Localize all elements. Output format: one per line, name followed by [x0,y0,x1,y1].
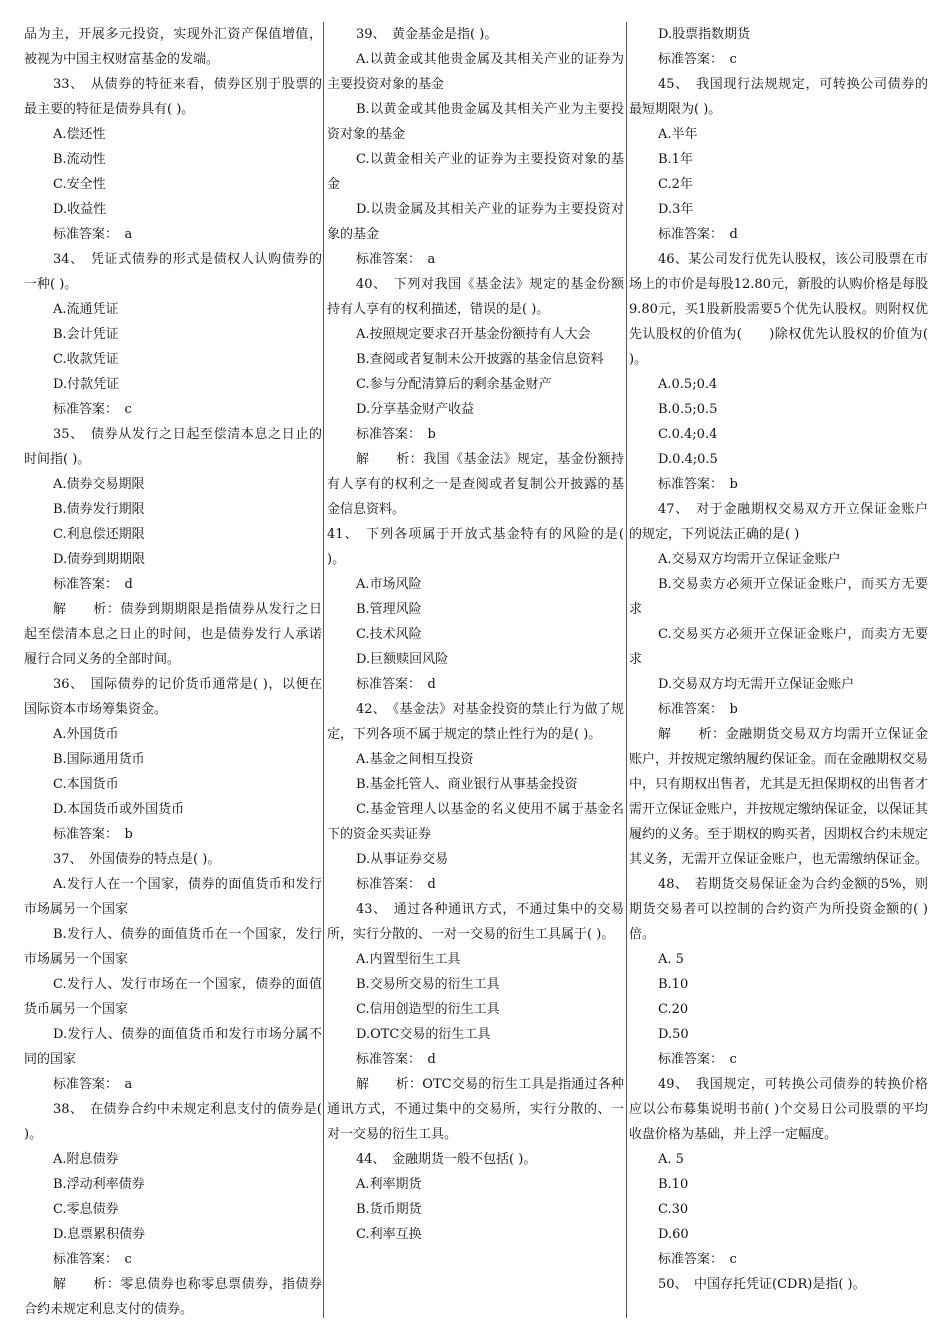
question-stem: 36、 国际债券的记价货币通常是( )，以便在国际资本市场筹集资金。 [24,677,322,717]
answer-option: D.巨额赎回风险 [356,652,449,667]
answer-option: A.内置型衍生工具 [356,952,461,967]
answer-line: 标准答案： c [53,402,132,417]
answer-option: D.发行人、债券的面值货币和发行市场分属不同的国家 [24,1027,322,1067]
answer-line: 标准答案： d [356,677,436,692]
answer-option: B.国际通用货币 [53,752,145,767]
column-divider-1 [323,22,324,1318]
column-left [24,22,322,1322]
answer-option: A.外国货币 [53,727,119,742]
answer-line: 标准答案： b [658,477,738,492]
answer-line: 标准答案： d [53,577,133,592]
answer-option: A.以黄金或其他贵金属及其相关产业的证券为主要投资对象的基金 [327,52,624,92]
answer-line: 标准答案： b [53,827,133,842]
question-stem: 37、 外国债券的特点是( )。 [53,852,221,867]
answer-line: 标准答案： c [53,1252,132,1267]
answer-option: A.基金之间相互投资 [356,752,474,767]
answer-option: A.利率期货 [356,1177,422,1192]
question-stem: 50、 中国存托凭证(CDR)是指( )。 [658,1277,866,1292]
answer-option: B.货币期货 [356,1202,422,1217]
answer-option: B.流动性 [53,152,106,167]
answer-option: C.20 [658,1002,689,1017]
answer-option: C.0.4;0.4 [658,427,718,442]
answer-option: D.OTC交易的衍生工具 [356,1027,491,1042]
answer-option: A. 5 [658,1152,684,1167]
answer-option: A.市场风险 [356,577,422,592]
answer-option: D.分享基金财产收益 [356,402,475,417]
answer-option: A.债券交易期限 [53,477,145,492]
answer-option: C.本国货币 [53,777,119,792]
answer-option: A.流通凭证 [53,302,119,317]
answer-option: D.息票累积债券 [53,1227,146,1242]
answer-option: A.发行人在一个国家，债券的面值货币和发行市场属另一个国家 [24,877,322,917]
answer-option: C.基金管理人以基金的名义使用不属于基金名下的资金买卖证券 [327,802,624,842]
answer-line: 标准答案： b [356,427,436,442]
question-stem: 42、 《基金法》对基金投资的禁止行为做了规定，下列各项不属于规定的禁止性行为的是( )。 [327,702,624,742]
question-stem: 46、某公司发行优先认股权，该公司股票在市场上的市价是每股12.80元，新股的认购价格是每股9.80元，买1股新股需要5个优先认股权。则附权优先认股权的价值为( )除权优先认股权的价值为( )。 [629,252,928,367]
answer-option: C.2年 [658,177,693,192]
explanation-paragraph: 解 析：债券到期期限是指债券从发行之日起至偿清本息之日止的时间，也是债券发行人承诺履行合同义务的全部时间。 [24,602,322,667]
question-stem: 47、 对于金融期权交易双方开立保证金账户的规定，下列说法正确的是( ) [629,502,928,542]
answer-option: A.按照规定要求召开基金份额持有人大会 [356,327,591,342]
answer-option: D.50 [658,1027,689,1042]
question-stem: 41、 下列各项属于开放式基金特有的风险的是( )。 [327,527,624,567]
answer-option: D.付款凭证 [53,377,120,392]
answer-option: B.1年 [658,152,693,167]
question-stem: 48、 若期货交易保证金为合约金额的5%，则期货交易者可以控制的合约资产为所投资金额的( )倍。 [629,877,928,942]
answer-option: D.股票指数期货 [658,27,751,42]
answer-option: B.浮动利率债券 [53,1177,145,1192]
answer-option: C.收款凭证 [53,352,119,367]
answer-option: B.10 [658,977,689,992]
question-stem: 49、 我国规定，可转换公司债券的转换价格应以公布募集说明书前( )个交易日公司股票的平均收盘价格为基础，并上浮一定幅度。 [629,1077,928,1142]
paragraph: 品为主，开展多元投资，实现外汇资产保值增值，被视为中国主权财富基金的发端。 [24,27,322,67]
answer-option: A.偿还性 [53,127,106,142]
question-stem: 43、 通过各种通讯方式，不通过集中的交易所，实行分散的、一对一交易的衍生工具属于( )。 [327,902,624,942]
answer-option: B.交易所交易的衍生工具 [356,977,500,992]
answer-option: C.以黄金相关产业的证券为主要投资对象的基金 [327,152,624,192]
answer-option: B.以黄金或其他贵金属及其相关产业为主要投资对象的基金 [327,102,624,142]
answer-option: A.附息债券 [53,1152,119,1167]
answer-line: 标准答案： d [356,1052,436,1067]
answer-line: 标准答案： c [658,1252,737,1267]
answer-option: C.30 [658,1202,689,1217]
answer-option: A.交易双方均需开立保证金账户 [658,552,841,567]
answer-line: 标准答案： c [658,52,737,67]
question-stem: 44、 金融期货一般不包括( )。 [356,1152,537,1167]
answer-option: B.发行人、债券的面值货币在一个国家，发行市场属另一个国家 [24,927,322,967]
answer-line: 标准答案： b [658,702,738,717]
answer-option: D.本国货币或外国货币 [53,802,185,817]
answer-option: A. 5 [658,952,684,967]
answer-option: D.交易双方均无需开立保证金账户 [658,677,855,692]
answer-option: B.债券发行期限 [53,502,145,517]
answer-option: D.60 [658,1227,689,1242]
explanation-paragraph: 解 析：零息债券也称零息票债券，指债券合约未规定利息支付的债券。 [24,1277,322,1317]
answer-option: D.债券到期期限 [53,552,146,567]
answer-line: 标准答案： d [356,877,436,892]
answer-line: 标准答案： a [53,227,133,242]
question-stem: 45、 我国现行法规规定，可转换公司债券的最短期限为( )。 [629,77,928,117]
answer-option: B.会计凭证 [53,327,119,342]
column-divider-2 [626,22,627,1318]
answer-option: A.半年 [658,127,698,142]
answer-option: C.信用创造型的衍生工具 [356,1002,500,1017]
answer-option: B.查阅或者复制未公开披露的基金信息资料 [356,352,604,367]
answer-line: 标准答案： c [658,1052,737,1067]
answer-option: C.发行人、发行市场在一个国家，债券的面值货币属另一个国家 [24,977,322,1017]
answer-option: D.3年 [658,202,694,217]
answer-option: B.基金托管人、商业银行从事基金投资 [356,777,578,792]
question-stem: 39、 黄金基金是指( )。 [356,27,498,42]
answer-option: B.交易卖方必须开立保证金账户，而买方无要求 [629,577,928,617]
answer-option: D.0.4;0.5 [658,452,718,467]
answer-line: 标准答案： d [658,227,738,242]
answer-option: B.10 [658,1177,689,1192]
column-right [629,22,928,1297]
explanation-paragraph: 解 析：OTC交易的衍生工具是指通过各种通讯方式，不通过集中的交易所，实行分散的、一对一交易的衍生工具。 [327,1077,624,1142]
explanation-paragraph: 解 析：金融期货交易双方均需开立保证金账户，并按规定缴纳履约保证金。而在金融期权交易中，只有期权出售者，尤其是无担保期权的出售者才需开立保证金账户，并按规定缴纳保证金，以保证其履约的义务。至于期权的购买者，因期权合约未规定其义务，无需开立保证金账户，也无需缴纳保证金。 [629,727,929,867]
answer-option: C.技术风险 [356,627,422,642]
question-stem: 38、 在债券合约中未规定利息支付的债券是( )。 [24,1102,322,1142]
answer-option: B.0.5;0.5 [658,402,718,417]
explanation-paragraph: 解 析：我国《基金法》规定，基金份额持有人享有的权利之一是查阅或者复制公开披露的基金信息资料。 [327,452,624,517]
answer-option: C.安全性 [53,177,106,192]
question-stem: 33、 从债券的特征来看，债券区别于股票的最主要的特征是债券具有( )。 [24,77,322,117]
answer-line: 标准答案： a [53,1077,133,1092]
answer-option: C.利息偿还期限 [53,527,145,542]
answer-option: D.以贵金属及其相关产业的证券为主要投资对象的基金 [327,202,624,242]
column-middle [327,22,624,1247]
answer-option: D.从事证券交易 [356,852,449,867]
answer-option: A.0.5;0.4 [658,377,718,392]
answer-option: B.管理风险 [356,602,422,617]
answer-option: C.参与分配清算后的剩余基金财产 [356,377,552,392]
answer-option: C.零息债券 [53,1202,119,1217]
answer-option: C.交易买方必须开立保证金账户，而卖方无要求 [629,627,928,667]
answer-option: C.利率互换 [356,1227,422,1242]
question-stem: 34、 凭证式债券的形式是债权人认购债券的一种( )。 [24,252,322,292]
answer-line: 标准答案： a [356,252,436,267]
question-stem: 40、 下列对我国《基金法》规定的基金份额持有人享有的权利描述，错误的是( )。 [327,277,624,317]
answer-option: D.收益性 [53,202,107,217]
question-stem: 35、 债券从发行之日起至偿清本息之日止的时间指( )。 [24,427,322,467]
